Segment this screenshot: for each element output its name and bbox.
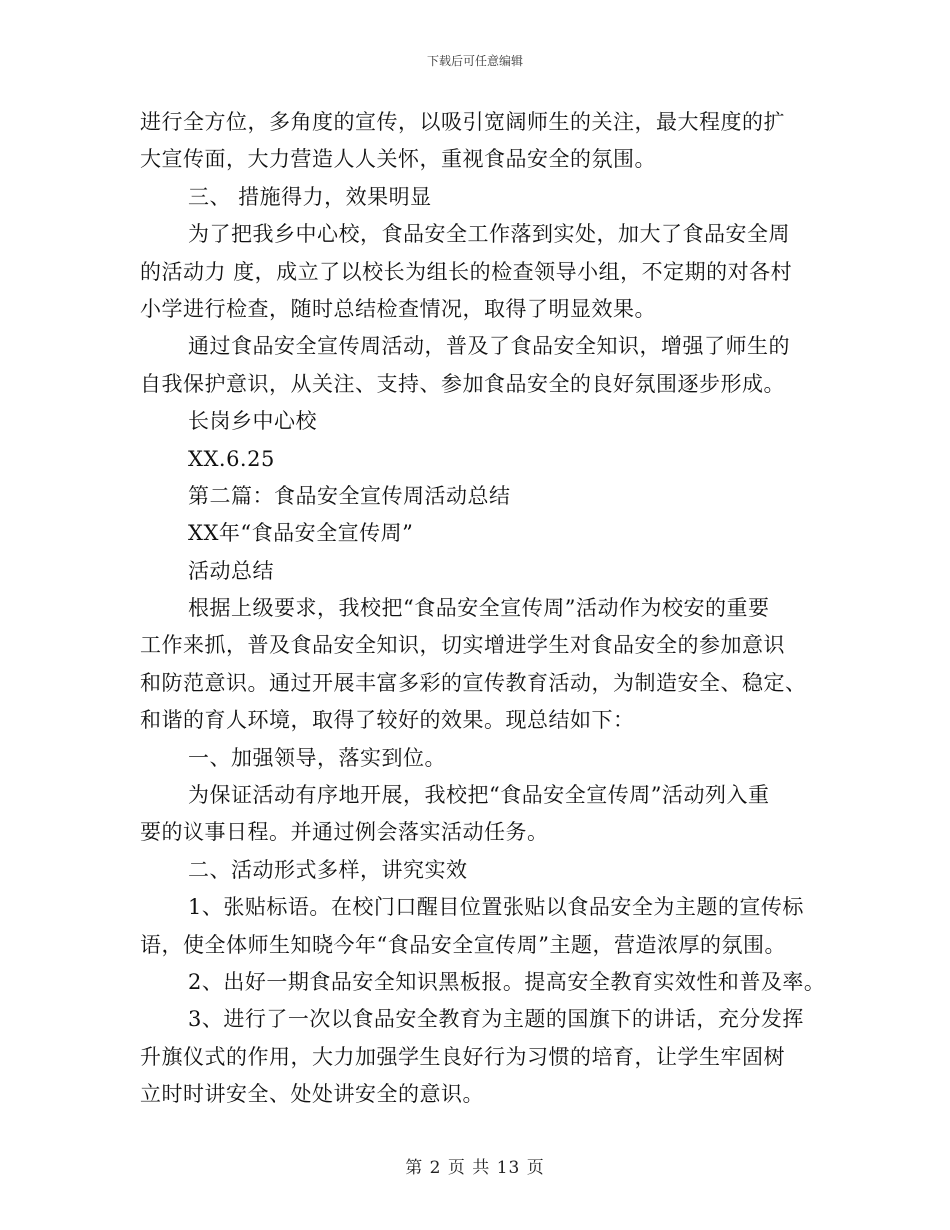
text-line: 一、加强领导，落实到位。: [188, 745, 446, 770]
text-line: 大宣传面，大力营造人人关怀，重视食品安全的氛围。: [140, 147, 656, 172]
text-line: XX年“食品安全宣传周”: [188, 521, 414, 546]
text-line: 活动总结: [188, 558, 274, 583]
text-line: XX.6.25: [188, 446, 275, 471]
text-line: 语，使全体师生知晓今年“食品安全宣传周”主题，营造浓厚的氛围。: [140, 932, 786, 957]
text-line: 二、活动形式多样，讲究实效: [188, 857, 468, 882]
text-line: 要的议事日程。并通过例会落实活动任务。: [140, 820, 549, 845]
text-line: 和谐的育人环境，取得了较好的效果。现总结如下：: [140, 708, 635, 733]
document-body: [140, 104, 826, 1114]
text-line: 自我保护意识，从关注、支持、参加食品安全的良好氛围逐步形成。: [140, 371, 785, 396]
text-line: 通过食品安全宣传周活动，普及了食品安全知识，增强了师生的: [188, 334, 790, 359]
text-line: 三、 措施得力，效果明显: [188, 184, 432, 209]
text-line: 小学进行检查，随时总结检查情况，取得了明显效果。: [140, 296, 656, 321]
text-line: 第二篇：食品安全宣传周活动总结: [188, 483, 511, 508]
text-line: 工作来抓，普及食品安全知识，切实增进学生对食品安全的参加意识: [140, 633, 785, 658]
text-line: 3、进行了一次以食品安全教育为主题的国旗下的讲话，充分发挥: [188, 1007, 804, 1032]
page-number-footer: 第 2 页 共 13 页: [405, 1158, 545, 1178]
text-line: 长岗乡中心校: [188, 409, 317, 434]
text-line: 为了把我乡中心校，食品安全工作落到实处，加大了食品安全周: [188, 222, 790, 247]
text-line: 为保证活动有序地开展，我校把“食品安全宣传周”活动列入重: [188, 783, 770, 808]
text-line: 2、出好一期食品安全知识黑板报。提高安全教育实效性和普及率。: [188, 969, 826, 994]
text-line: 进行全方位，多角度的宣传，以吸引宽阔师生的关注，最大程度的扩: [140, 110, 785, 134]
page-header: 下载后可任意编辑: [426, 54, 523, 68]
text-line: 升旗仪式的作用，大力加强学生良好行为习惯的培育，让学生牢固树: [140, 1044, 785, 1069]
text-line: 和防范意识。通过开展丰富多彩的宣传教育活动，为制造安全、稳定、: [140, 670, 807, 695]
text-line: 的活动力 度，成立了以校长为组长的检查领导小组，不定期的对各村: [140, 259, 793, 284]
text-line: 立时时讲安全、处处讲安全的意识。: [140, 1082, 484, 1107]
text-line: 1、张贴标语。在校门口醒目位置张贴以食品安全为主题的宣传标: [188, 895, 804, 920]
text-line: 根据上级要求，我校把“食品安全宣传周”活动作为校安的重要: [188, 596, 770, 621]
